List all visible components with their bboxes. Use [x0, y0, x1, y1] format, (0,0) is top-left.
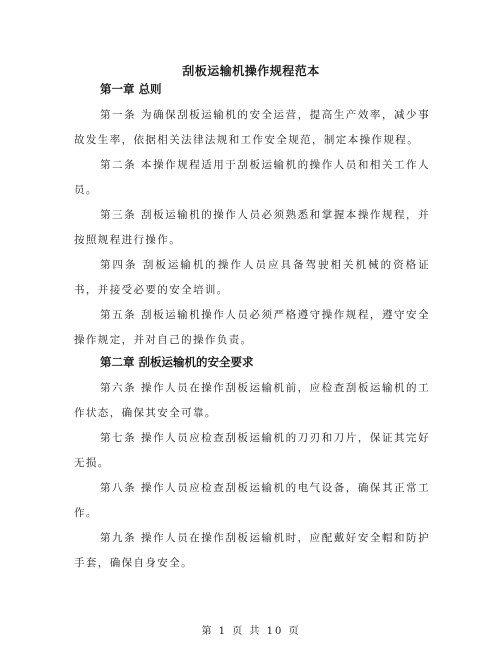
- article-9: 第九条 操作人员在操作刮板运输机时，应配戴好安全帽和防护手套，确保自身安全。: [74, 532, 430, 569]
- chapter-heading-2: 第二章 刮板运输机的安全要求: [100, 355, 254, 369]
- chapter-heading-1: 第一章 总则: [100, 82, 162, 96]
- article-8: 第八条 操作人员应检查刮板运输机的电气设备，确保其正常工作。: [74, 482, 430, 519]
- article-3: 第三条 刮板运输机的操作人员必须熟悉和掌握本操作规程，并按照规程进行操作。: [74, 209, 430, 246]
- page-footer: 第 1 页 共 10 页: [201, 626, 301, 637]
- article-2: 第二条 本操作规程适用于刮板运输机的操作人员和相关工作人员。: [74, 159, 430, 196]
- document-title: 刮板运输机操作规程范本: [182, 64, 320, 78]
- article-4: 第四条 刮板运输机的操作人员应具备驾驶相关机械的资格证书，并接受必要的安全培训。: [74, 259, 430, 296]
- article-1: 第一条 为确保刮板运输机的安全运营，提高生产效率，减少事故发生率，依据相关法律法规和工作安全规范，制定本操作规程。: [74, 109, 430, 146]
- article-5: 第五条 刮板运输机操作人员必须严格遵守操作规程，遵守安全操作规定，并对自己的操作负责。: [74, 309, 430, 346]
- article-6: 第六条 操作人员在操作刮板运输机前，应检查刮板运输机的工作状态，确保其安全可靠。: [74, 382, 430, 419]
- document-body: [74, 80, 430, 576]
- article-7: 第七条 操作人员应检查刮板运输机的刀刃和刀片，保证其完好无损。: [74, 432, 430, 469]
